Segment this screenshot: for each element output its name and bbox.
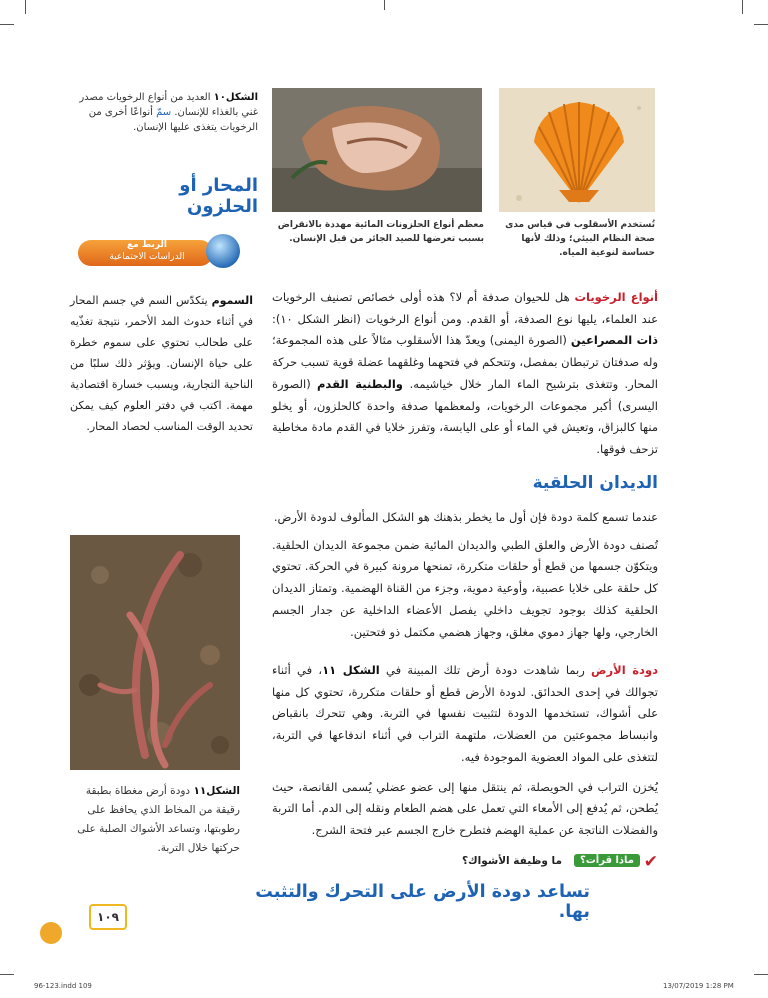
handwritten-answer-2: تساعد دودة الأرض على التحرك والتثبت بها. <box>255 882 590 922</box>
annelids-p2: تُصنف دودة الأرض والعلق الطبي والديدان المائية ضمن مجموعة الديدان الحلقية. ويتكوّن جسمها من قطع أو حلقات متكررة، تمنحها مرونة كبيرة في الحركة. تحتوي كل حلقة على خلايا عصبية، وأوعية دموية، وجزء من القناة الهضمية. وتمتاز الديدان الحلقية كذلك بوجود تجويف داخلي يفصل الأعضاء الداخلية عن جدار الجسم الخارجي، ولها جهاز دموي مغلق، وجهاز هضمي مكتمل ذو فتحتين. <box>272 537 658 639</box>
crop-mark <box>25 0 26 14</box>
earthworm-paragraph <box>272 660 658 842</box>
crop-mark <box>0 24 14 25</box>
crop-mark <box>754 974 768 975</box>
earthworm-lead: دودة الأرض <box>591 663 659 677</box>
mollusk-types-p1: هل للحيوان صدفة أم لا؟ هذه أولى خصائص تصنيف الرخويات عند العلماء، يليها نوع الصدفة، أو القدم. ومن أنواع الرخويات (انظر الشكل ١٠): <box>272 290 658 326</box>
mollusk-types-p3: (الصورة اليسرى) أكبر مجموعات الرخويات، ولمعظمها صدفة واحدة كالحلزون، أو يخلو منها كالبزاق، وتعيش في الماء أو على اليابسة، وتفرز خلايا في القدم مادة مخاطية تزحف فوقها. <box>272 376 658 456</box>
crop-mark <box>384 0 385 10</box>
connect-badge-line2: الدراسات الاجتماعية <box>109 252 185 262</box>
publisher-logo-icon <box>40 922 62 944</box>
checkmark-icon: ✔ <box>643 852 658 872</box>
earthworm-p2: يُخزن التراب في الحويصلة، ثم ينتقل منها إلى عضو عضلي يُسمى القانصة، حيث يُطحن، ثم يُدفع إلى الأمعاء التي تعمل على هضم الطعام ونقله إلى الدم. أما التربة والفضلات الناتجة عن عملية الهضم فتطرح خارج الجسم عبر فتحة الشرج. <box>272 779 658 837</box>
page-number: ١٠٩ <box>89 904 127 930</box>
figure10-text-rest: أنواعًا أخرى من الرخويات يتغذى عليها الإنسان. <box>88 107 258 133</box>
footer-left: 96-123.indd 109 <box>34 982 92 990</box>
annelids-paragraph <box>272 507 658 643</box>
figure11-text: دودة أرض مغطاة بطبقة رقيقة من المخاط الذي يحافظ على رطوبتها، وتساعد الأشواك الصلبة على حركتها خلال التربة. <box>77 785 240 854</box>
earthworm-p1b: ، في أثناء تجوالك في إحدى الحدائق. لدودة الأرض قطع أو حلقات متكررة، تحتوي كل منها على أشواك، تستخدمها الدودة لتثبيت نفسها في التربة. وهي تتحرك بانقباض وانبساط مجموعتين من العضلات، ملتهمة التراب في أثناء اندفاعها في التربة، لتتغذى على المواد العضوية الموجودة فيه. <box>272 663 658 764</box>
what-read-badge: ماذا قرأت؟ <box>574 854 640 867</box>
figure10-text: العديد من أنواع الرخويات مصدر غني بالغذاء للإنسان. <box>79 92 258 118</box>
connect-badge <box>78 234 238 274</box>
scallop-photo <box>499 88 655 212</box>
connect-badge-line1: الربط مع <box>127 240 167 250</box>
globe-icon <box>206 234 240 268</box>
crop-mark <box>754 24 768 25</box>
figure10-label: الشكل١٠ <box>213 92 258 103</box>
side-toxins-paragraph <box>70 290 253 437</box>
annelids-heading: الديدان الحلقية <box>532 473 658 493</box>
crop-mark <box>742 0 743 14</box>
crop-mark <box>0 974 14 975</box>
mollusk-types-p2: (الصورة اليمنى) ويعدّ هذا الأسقلوب مثالاً على هذه المجموعة؛ وله صدفتان ترتبطان بمفصل، وتتحكم في فتحهما وغلقهما عضلة قوية تسبب حركة المحار. وتتغذى بترشيح الماء المار خلال خياشيمه. <box>272 333 658 391</box>
side-toxins-lead: السموم <box>211 294 253 307</box>
side-toxins-text: يتكدّس السم في جسم المحار في أثناء حدوث المد الأحمر، نتيجة تغذّيه على طحالب تحتوي على سموم خطرة على حياة الإنسان. ويؤثر ذلك سلبًا من الناحية التجارية، ويسبب خسارة اقتصادية مهمة. اكتب في دفتر العلوم كيف يمكن تحديد الوقت المناسب لحصاد المحار. <box>70 294 253 433</box>
earthworm-photo <box>70 535 240 770</box>
conch-caption: معظم أنواع الحلزونات المائية مهددة بالانقراض بسبب تعرضها للصيد الجائر من قبل الإنسان. <box>277 220 484 244</box>
conch-photo <box>272 88 482 212</box>
mollusk-types-lead: أنواع الرخويات <box>574 290 658 304</box>
gastropod-lead: والبطنية القدم <box>317 376 410 391</box>
figure11-reference: الشكل ١١ <box>322 663 380 677</box>
handwritten-answer-1: المحار أو الحلزون <box>179 175 258 217</box>
what-read-question: ما وظيفة الأشواك؟ <box>461 855 562 867</box>
earthworm-p1: ربما شاهدت دودة أرض تلك المبينة في <box>379 663 592 677</box>
what-read-row <box>430 852 658 874</box>
footer-right: 13/07/2019 1:28 PM <box>663 982 734 990</box>
annelids-p1: عندما تسمع كلمة دودة فإن أول ما يخطر بذهنك هو الشكل المألوف لدودة الأرض. <box>273 510 658 524</box>
figure11-label: الشكل١١ <box>193 785 240 797</box>
figure10-caption <box>68 90 258 135</box>
figure10-text-colored: سمّ <box>156 107 172 118</box>
scallop-caption: تُستخدم الأسقلوب في قياس مدى صحة النظام البيئي؛ وذلك لأنها حساسة لنوعية المياه. <box>505 220 655 258</box>
mollusk-types-paragraph <box>272 287 658 461</box>
bivalve-lead: ذات المصراعين <box>570 333 659 348</box>
figure11-caption <box>70 782 240 858</box>
